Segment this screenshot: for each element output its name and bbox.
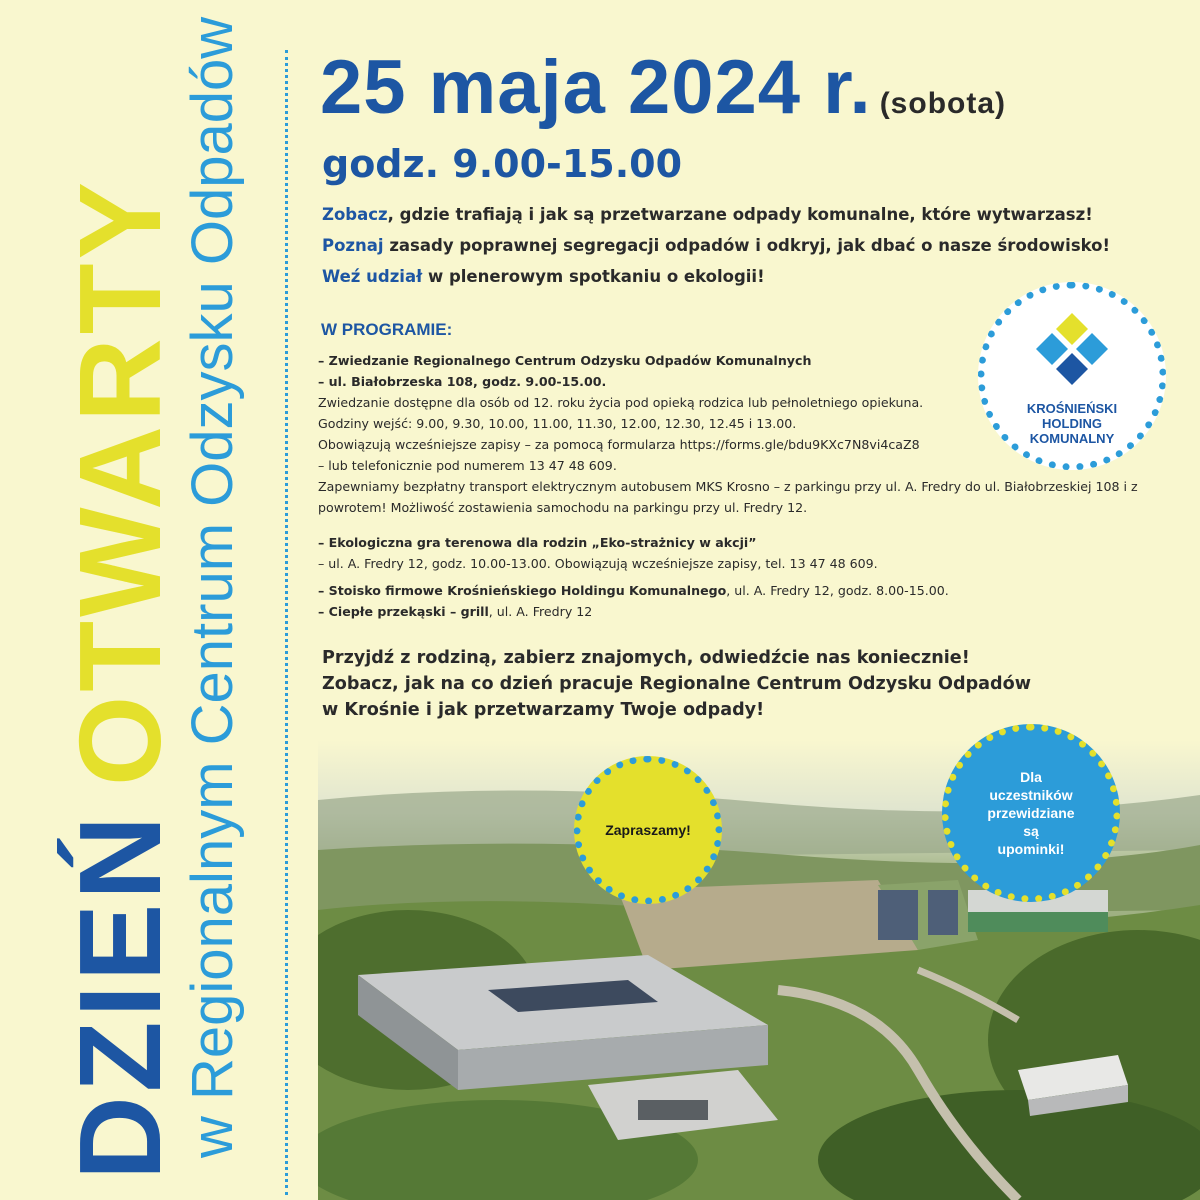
- tour-transport-info: Zapewniamy bezpłatny transport elektrycznym autobusem MKS Krosno – z parkingu przy ul. A. Fredry do ul. Białobrzeskiej 108 i z powrotem! Możliwość zostawienia samochodu na parkingu przy ul. Fredry 12.: [318, 479, 1138, 515]
- tour-age-info: Zwiedzanie dostępne dla osób od 12. roku życia pod opieką rodzica lub pełnoletniego opiekuna.: [318, 395, 924, 410]
- date-text: 25 maja 2024 r.: [320, 45, 872, 130]
- vertical-subtitle: w Regionalnym Centrum Odzysku Odpadów: [180, 16, 245, 1158]
- closing-text: [322, 645, 1182, 723]
- grill-item: – Ciepłe przekąski – grill, ul. A. Fredry 12: [318, 604, 593, 619]
- company-logo: [978, 282, 1166, 470]
- tour-address: – ul. Białobrzeska 108, godz. 9.00-15.00.: [318, 374, 607, 389]
- vertical-title: [55, 40, 185, 1180]
- intro-line: Poznaj zasady poprawnej segregacji odpadów i odkryj, jak dbać o nasze środowisko!: [322, 236, 1111, 255]
- event-hours: godz. 9.00-15.00: [322, 142, 683, 186]
- game-details: – ul. A. Fredry 12, godz. 10.00-13.00. Obowiązują wcześniejsze zapisy, tel. 13 47 48 609.: [318, 556, 878, 571]
- program-heading: W PROGRAMIE:: [321, 320, 453, 339]
- tour-entry-times: Godziny wejść: 9.00, 9.30, 10.00, 11.00, 11.30, 12.00, 12.30, 12.45 i 13.00.: [318, 416, 797, 431]
- title-word-dzien: DZIEŃ: [55, 812, 185, 1180]
- closing-line: w Krośnie i jak przetwarzamy Twoje odpady!: [322, 700, 765, 720]
- stand-item: – Stoisko firmowe Krośnieńskiego Holdingu Komunalnego, ul. A. Fredry 12, godz. 8.00-15.00.: [318, 583, 949, 598]
- logo-diamonds-icon: [1032, 311, 1112, 387]
- tour-title: – Zwiedzanie Regionalnego Centrum Odzysku Odpadów Komunalnych: [318, 353, 812, 368]
- invite-badge: Zapraszamy!: [574, 756, 722, 904]
- gifts-badge: Dla uczestników przewidziane są upominki!: [942, 724, 1120, 902]
- closing-line: Zobacz, jak na co dzień pracuje Regionalne Centrum Odzysku Odpadów: [322, 674, 1031, 694]
- tour-phone-info: – lub telefonicznie pod numerem 13 47 48 609.: [318, 458, 617, 473]
- title-word-otwarty: OTWARTY: [55, 178, 185, 786]
- logo-text: KROŚNIEŃSKI HOLDING KOMUNALNY: [1026, 401, 1118, 446]
- intro-line: Weź udział w plenerowym spotkaniu o ekologii!: [322, 267, 765, 286]
- weekday-text: (sobota): [879, 87, 1007, 120]
- intro-line: Zobacz, gdzie trafiają i jak są przetwarzane odpady komunalne, które wytwarzasz!: [322, 205, 1093, 224]
- closing-line: Przyjdź z rodziną, zabierz znajomych, odwiedźcie nas koniecznie!: [322, 648, 970, 668]
- event-date: [320, 44, 1006, 131]
- dotted-divider: [285, 50, 288, 1195]
- game-title: – Ekologiczna gra terenowa dla rodzin „Eko-strażnicy w akcji”: [318, 535, 757, 550]
- tour-signup-info: Obowiązują wcześniejsze zapisy – za pomocą formularza https://forms.gle/bdu9KXc7N8vi4caZ8: [318, 437, 920, 452]
